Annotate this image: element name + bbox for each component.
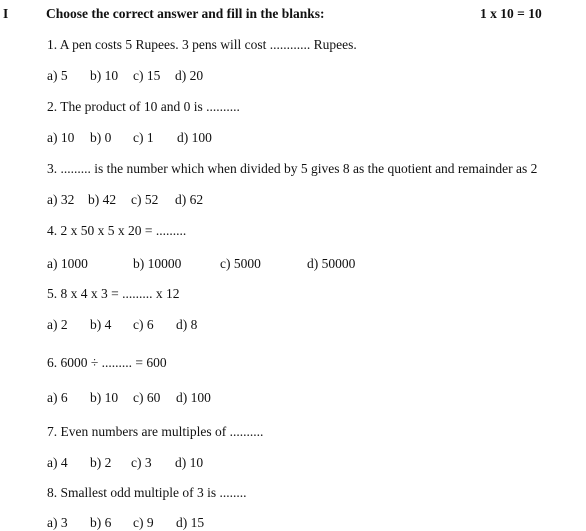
section-title: Choose the correct answer and fill in the blanks: — [46, 6, 325, 21]
option-a: a) 10 — [47, 130, 75, 145]
option-d: d) 10 — [175, 455, 204, 470]
question-2-options — [47, 130, 212, 146]
option-b: b) 10 — [90, 390, 119, 405]
question-7-options — [47, 455, 203, 471]
option-a: a) 2 — [47, 317, 68, 332]
option-b: b) 10 — [90, 68, 119, 83]
section-header — [0, 6, 586, 26]
option-b: b) 10000 — [133, 256, 182, 271]
option-c: c) 6 — [133, 317, 154, 332]
question-8-options — [47, 515, 204, 531]
option-c: c) 3 — [131, 455, 152, 470]
question-8: 8. Smallest odd multiple of 3 is ........ — [47, 485, 247, 500]
question-5: 5. 8 x 4 x 3 = ......... x 12 — [47, 286, 180, 301]
option-a: a) 6 — [47, 390, 68, 405]
option-c: c) 9 — [133, 515, 154, 530]
option-a: a) 3 — [47, 515, 68, 530]
question-2: 2. The product of 10 and 0 is .......... — [47, 99, 240, 114]
option-a: a) 32 — [47, 192, 75, 207]
question-7: 7. Even numbers are multiples of .......... — [47, 424, 264, 439]
question-6: 6. 6000 ÷ ......... = 600 — [47, 355, 167, 370]
option-c: c) 60 — [133, 390, 161, 405]
option-b: b) 4 — [90, 317, 112, 332]
option-a: a) 4 — [47, 455, 68, 470]
option-c: c) 52 — [131, 192, 159, 207]
question-4-options — [47, 256, 355, 272]
option-b: b) 2 — [90, 455, 112, 470]
option-d: d) 50000 — [307, 256, 356, 271]
section-marks: 1 x 10 = 10 — [480, 6, 542, 21]
question-6-options — [47, 390, 211, 406]
question-1: 1. A pen costs 5 Rupees. 3 pens will cost ............ Rupees. — [47, 37, 357, 52]
option-d: d) 15 — [176, 515, 205, 530]
option-c: c) 5000 — [220, 256, 261, 271]
question-4: 4. 2 x 50 x 5 x 20 = ......... — [47, 223, 187, 238]
option-d: d) 62 — [175, 192, 204, 207]
option-c: c) 15 — [133, 68, 161, 83]
option-d: d) 20 — [175, 68, 204, 83]
question-3-options — [47, 192, 203, 208]
option-b: b) 6 — [90, 515, 112, 530]
question-5-options — [47, 317, 197, 333]
question-1-options — [47, 68, 203, 84]
option-b: b) 0 — [90, 130, 112, 145]
option-c: c) 1 — [133, 130, 154, 145]
option-a: a) 1000 — [47, 256, 88, 271]
option-a: a) 5 — [47, 68, 68, 83]
option-b: b) 42 — [88, 192, 117, 207]
option-d: d) 8 — [176, 317, 198, 332]
question-3: 3. ......... is the number which when divided by 5 gives 8 as the quotient and remainder as 2 — [47, 161, 538, 176]
section-number: I — [3, 6, 9, 21]
option-d: d) 100 — [177, 130, 212, 145]
option-d: d) 100 — [176, 390, 211, 405]
